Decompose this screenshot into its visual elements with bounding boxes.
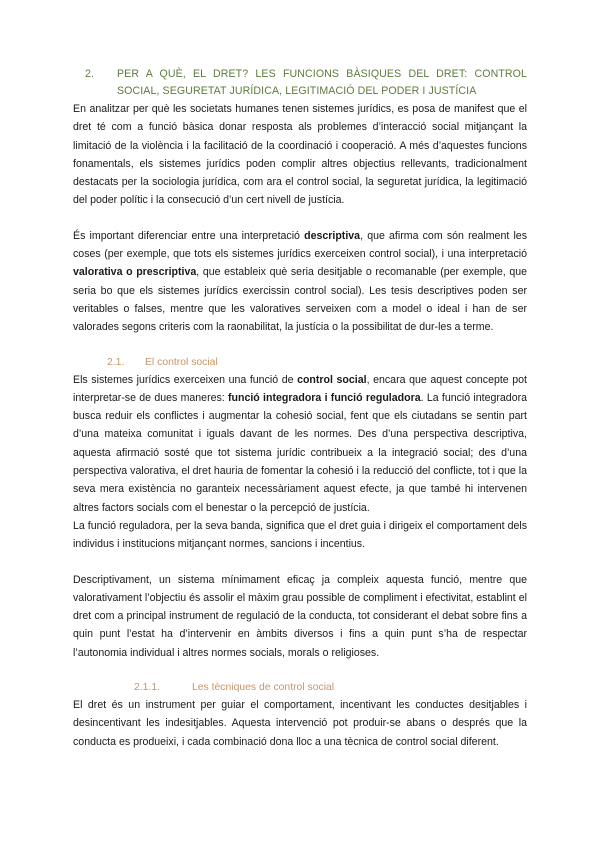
section-title: PER A QUÈ, EL DRET? LES FUNCIONS BÀSIQUES DEL DRET: CONTROL SOCIAL, SEGURETAT JURÍDICA, LEGITIMACIÓ DEL PODER I JUSTÍCIA [117, 68, 527, 97]
intro-paragraph-2 [73, 227, 527, 337]
subsection-paragraph-1 [73, 371, 527, 517]
bold-term-control-social: control social [297, 373, 367, 386]
subsection-paragraph-2: La funció reguladora, per la seva banda, significa que el dret guia i dirigeix el comportament dels individus i institucions mitjançant normes, sancions i incentius. [73, 519, 527, 551]
document-body [73, 66, 527, 751]
subsection-paragraph-3: Descriptivament, un sistema mínimament eficaç ja compleix aquesta funció, mentre que valorativament l’objectiu és assolir el màxim grau possible de compliment i efectivitat, establint el dret com a principal instrument de regulació de la conducta, tot considerant el debat sobre fins a quin punt l’estat ha d’intervenir en àmbits diversos i fins a quin punt s’ha de respectar l’autonomia individual i altres normes socials, morals o religioses. [73, 573, 527, 659]
text-run: . La funció integradora busca reduir els conflictes i augmentar la cohesió social, fent que els ciutadans se sentin part d’una mateixa comunitat i iguals davant de les normes. Des d’una perspectiva descriptiva, aquesta afirmació sosté que tot sistema jurídic contribueix a la integració social; des d’una perspectiva valorativa, el dret hauria de fomentar la cohesió i la reducció del conflicte, tot i que la seva mera existència no garanteix necessàriament aquest efecte, ja que també hi intervenen altres factors socials com el benestar o la percepció de justícia. [73, 391, 528, 514]
subsubsection-paragraph-1: El dret és un instrument per guiar el comportament, incentivant les conductes desitjables i desincentivant les indesitjables. Aquesta intervenció pot produir-se abans o després que la conducta es produeixi, i cada combinació dona lloc a una tècnica de control social diferent. [73, 699, 527, 748]
text-run: , que afirma com són realment les coses (per exemple, que tots els sistemes jurídics exerceixen control social), i una interpretació [73, 229, 527, 261]
text-run: , encara que aquest concepte pot interpretar-se de dues maneres: [73, 373, 527, 404]
intro-paragraph-1: En analitzar per què les societats humanes tenen sistemes jurídics, es posa de manifest que el dret té com a funció bàsica donar resposta als problemes d’interacció social mitjançant la limitació de la violència i la facilitació de la coordinació i cooperació. A més d’aquestes funcions fonamentals, els sistemes jurídics poden complir altres objectius rellevants, tradicionalment destacats per la sociologia jurídica, com ara el control social, la seguretat jurídica, la legitimació del poder polític i la consecució d’un cert nivell de justícia. [73, 103, 527, 207]
text-run: Els sistemes jurídics exerceixen una funció de [73, 373, 298, 386]
section-heading [73, 66, 527, 100]
text-run: , que estableix què seria desitjable o recomanable (per exemple, que seria bo que els sistemes jurídics exercissin control social). Les tesis descriptives poden ser veritables o falses, mentre que les valoratives serveixen com a model o ideal i han de ser valorades segons criteris com la raonabilitat, la justícia o la possibilitat de dur-les a terme. [73, 266, 527, 334]
section-number: 2. [85, 68, 95, 80]
subsubsection-number: 2.1.1. [134, 682, 160, 694]
subsection-number: 2.1. [107, 356, 125, 368]
subsubsection-title: Les tècniques de control social [192, 682, 335, 694]
bold-term-descriptiva: descriptiva [304, 229, 361, 242]
bold-term-funcions: funció integradora i funció reguladora [228, 391, 421, 404]
subsection-title: El control social [145, 356, 218, 368]
subsection-heading [107, 354, 527, 371]
text-run: És important diferenciar entre una interpretació [73, 229, 305, 242]
bold-term-valorativa: valorativa o prescriptiva [73, 266, 197, 279]
subsubsection-heading [134, 679, 527, 696]
